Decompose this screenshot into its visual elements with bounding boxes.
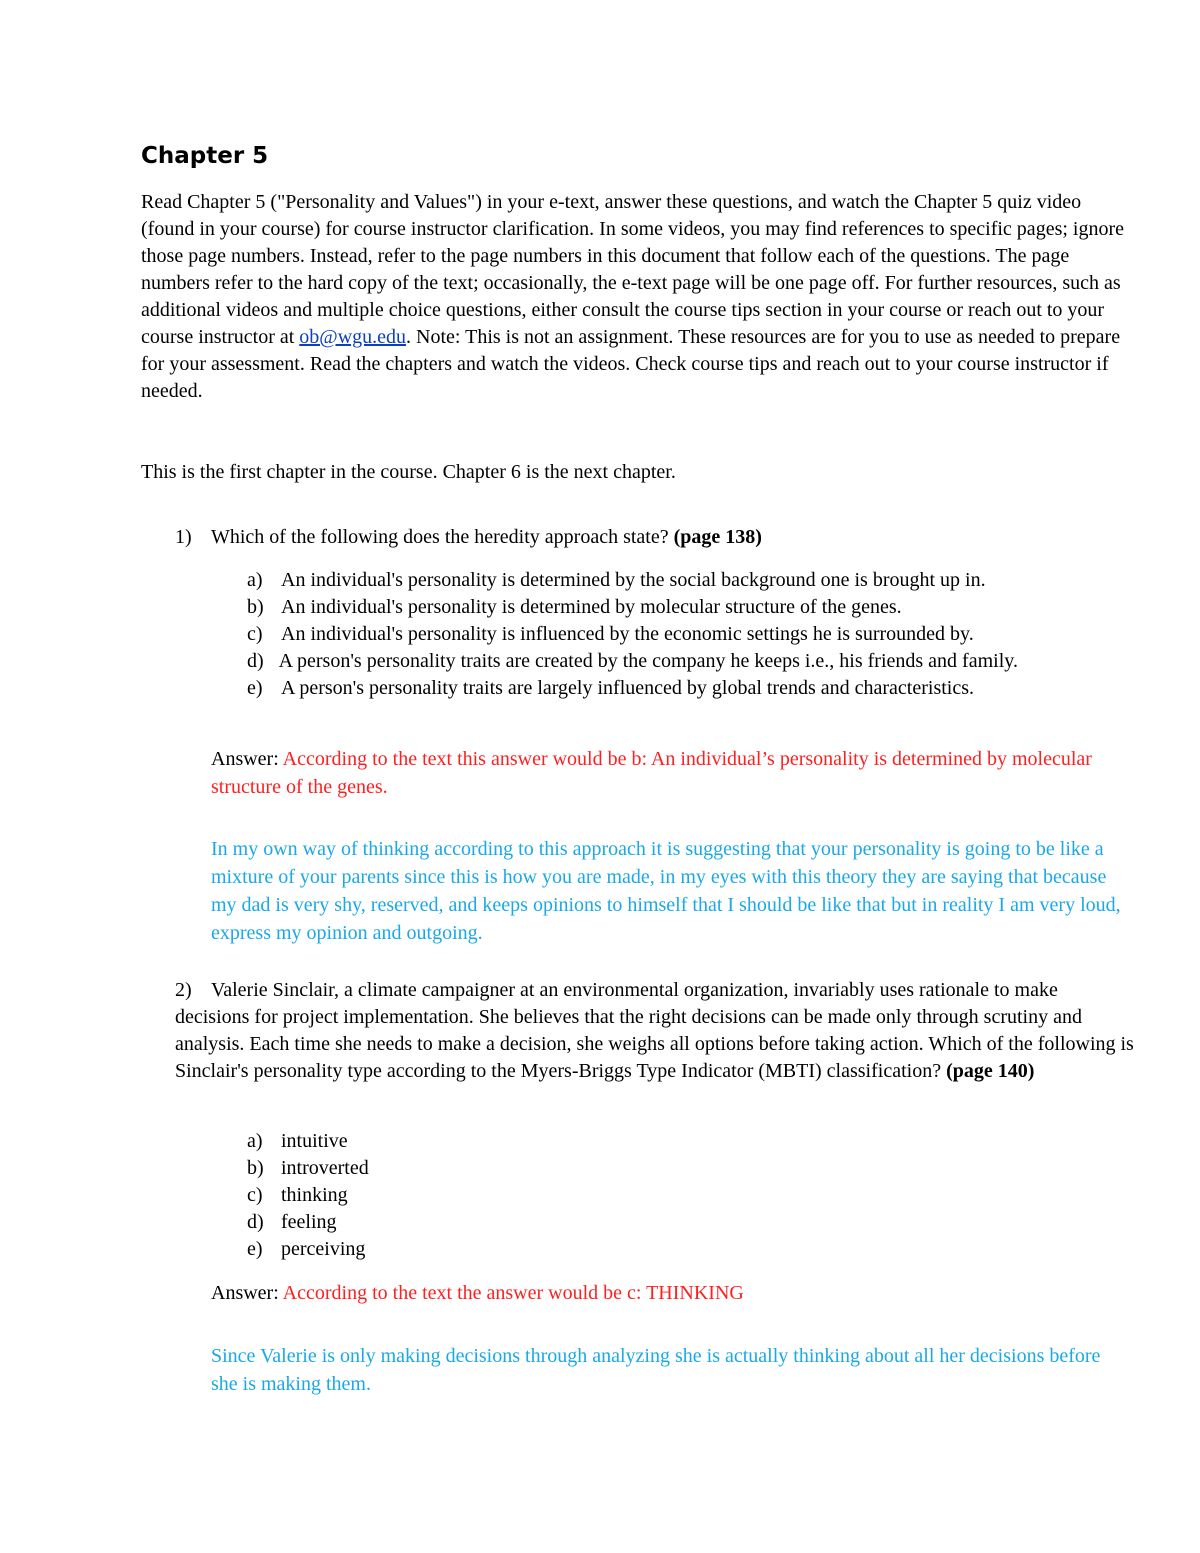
option-text: An individual's personality is influenced by the economic settings he is surrounded by.	[281, 623, 974, 645]
question-2-options	[247, 1128, 1127, 1263]
option-b	[247, 1155, 1127, 1182]
option-letter: d)	[247, 650, 264, 672]
option-c	[247, 1182, 1127, 1209]
option-letter: c)	[247, 1184, 263, 1206]
option-letter: c)	[247, 623, 263, 645]
intro-text-continued: . Note: This is not an assignment. These resources are for you to use as needed to prepare for your assessment. Read the chapters and watch the videos. Check course tips and reach out to your course instructor if needed.	[141, 326, 1121, 402]
first-chapter-note: This is the first chapter in the course. Chapter 6 is the next chapter.	[141, 461, 676, 483]
answer-text: According to the text the answer would be c: THINKING	[282, 1282, 744, 1304]
answer-label: Answer:	[211, 748, 283, 770]
question-text: Which of the following does the heredity approach state?	[211, 526, 674, 548]
option-text: feeling	[281, 1211, 337, 1233]
option-letter: d)	[247, 1211, 264, 1233]
question-number: 1)	[175, 526, 192, 548]
option-letter: b)	[247, 1157, 264, 1179]
option-text: intuitive	[281, 1130, 348, 1152]
question-number: 2)	[175, 979, 192, 1001]
option-e	[247, 675, 1127, 702]
option-text: A person's personality traits are largely influenced by global trends and characteristics.	[281, 677, 975, 699]
answer-text: According to the text this answer would be b: An individual’s personality is determined by molecular structure of the genes.	[211, 748, 1092, 798]
chapter-title: Chapter 5	[141, 143, 269, 169]
option-text: An individual's personality is determined by the social background one is brought up in.	[281, 569, 986, 591]
intro-paragraph	[141, 189, 1131, 405]
option-d	[247, 648, 1127, 675]
question-1	[175, 524, 1135, 551]
instructor-email-link[interactable]: ob@wgu.edu	[299, 326, 407, 348]
option-text: thinking	[281, 1184, 348, 1206]
option-text: perceiving	[281, 1238, 366, 1260]
option-letter: b)	[247, 596, 264, 618]
question-2	[175, 977, 1135, 1085]
option-letter: e)	[247, 1238, 263, 1260]
option-text: A person's personality traits are created by the company he keeps i.e., his friends and family.	[278, 650, 1018, 672]
option-a	[247, 567, 1127, 594]
question-2-reflection: Since Valerie is only making decisions through analyzing she is actually thinking about all her decisions before she is making them.	[211, 1345, 1101, 1395]
option-letter: a)	[247, 569, 263, 591]
option-letter: e)	[247, 677, 263, 699]
answer-label: Answer:	[211, 1282, 283, 1304]
question-1-reflection: In my own way of thinking according to this approach it is suggesting that your personality is going to be like a mixture of your parents since this is how you are made, in my eyes with this theory they are saying that because my dad is very shy, reserved, and keeps opinions to himself that I should be like that but in reality I am very loud, express my opinion and outgoing.	[211, 838, 1121, 944]
question-2-answer	[211, 1279, 1131, 1307]
option-b	[247, 594, 1127, 621]
option-d	[247, 1209, 1127, 1236]
page-reference: (page 138)	[673, 526, 762, 548]
intro-text: Read Chapter 5 ("Personality and Values") in your e-text, answer these questions, and watch the Chapter 5 quiz video (found in your course) for course instructor clarification. In some videos, you may find references to specific pages; ignore those page numbers. Instead, refer to the page numbers in this document that follow each of the questions. The page numbers refer to the hard copy of the text; occasionally, the e-text page will be one page off. For further resources, such as additional videos and multiple choice questions, either consult the course tips section in your course or reach out to your course instructor at	[141, 191, 1124, 348]
option-a	[247, 1128, 1127, 1155]
question-1-options	[247, 567, 1127, 702]
question-1-answer	[211, 745, 1131, 801]
option-e	[247, 1236, 1127, 1263]
option-letter: a)	[247, 1130, 263, 1152]
option-text: introverted	[281, 1157, 369, 1179]
option-c	[247, 621, 1127, 648]
question-text: Valerie Sinclair, a climate campaigner at an environmental organization, invariably uses rationale to make decisions for project implementation. She believes that the right decisions can be made only through scrutiny and analysis. Each time she needs to make a decision, she weighs all options before taking action. Which of the following is Sinclair's personality type according to the Myers-Briggs Type Indicator (MBTI) classification?	[175, 979, 1134, 1082]
page-reference: (page 140)	[946, 1060, 1035, 1082]
option-text: An individual's personality is determined by molecular structure of the genes.	[281, 596, 902, 618]
